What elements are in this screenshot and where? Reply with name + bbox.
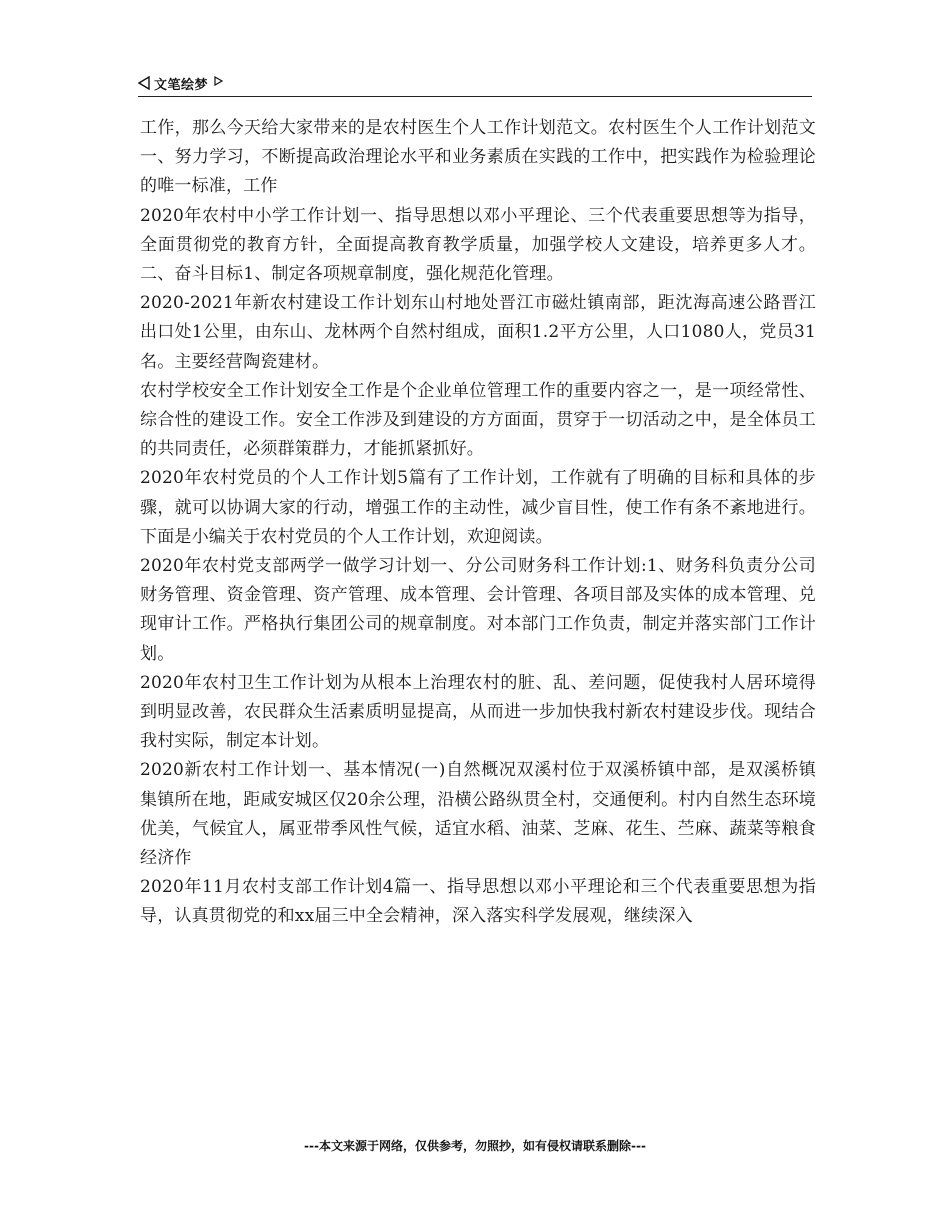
paragraph: 2020年农村卫生工作计划为从根本上治理农村的脏、乱、差问题，促使我村人居环境得到明显改善，农民群众生活素质明显提高，从而进一步加快我村新农村建设步伐。现结合我村实际，制定本计划。 <box>140 672 816 752</box>
paragraph: 工作，那么今天给大家带来的是农村医生个人工作计划范文。农村医生个人工作计划范文一、努力学习，不断提高政治理论水平和业务素质在实践的工作中，把实践作为检验理论的唯一标准，工作 <box>140 118 816 197</box>
paragraph: 2020年11月农村支部工作计划4篇一、指导思想以邓小平理论和三个代表重要思想为指导，认真贯彻党的和xx届三中全会精神，深入落实科学发展观，继续深入 <box>140 877 816 927</box>
paragraph: 2020年农村党支部两学一做学习计划一、分公司财务科工作计划:1、财务科负责分公司财务管理、资金管理、资产管理、成本管理、会计管理、各项目部及实体的成本管理、兑现审计工作。严格执行集团公司的规章制度。对本部门工作负责，制定并落实部门工作计划。 <box>140 556 816 664</box>
brand-name: 文笔绘梦 <box>154 77 209 93</box>
triangle-right-outline-icon <box>214 76 223 86</box>
paragraph: 2020年农村中小学工作计划一、指导思想以邓小平理论、三个代表重要思想等为指导，全面贯彻党的教育方针，全面提高教育教学质量，加强学校人文建设，培养更多人才。二、奋斗目标1、制定各项规章制度，强化规范化管理。 <box>140 205 816 285</box>
page-header <box>138 70 812 97</box>
paragraph: 2020新农村工作计划一、基本情况(一)自然概况双溪村位于双溪桥镇中部，是双溪桥镇集镇所在地，距咸安城区仅20余公理，沿横公路纵贯全村，交通便利。村内自然生态环境优美，气候宜人，属亚带季风性气候，适宜水稻、油菜、芝麻、花生、苎麻、蔬菜等粮食经济作 <box>140 760 816 869</box>
paragraph: 农村学校安全工作计划安全工作是个企业单位管理工作的重要内容之一，是一项经常性、综合性的建设工作。安全工作涉及到建设的方方面面，贯穿于一切活动之中，是全体员工的共同责任，必须群策群力，才能抓紧抓好。 <box>140 380 816 460</box>
document-body <box>140 114 816 932</box>
footer-disclaimer: ---本文来源于网络，仅供参考，勿照抄，如有侵权请联系删除--- <box>304 1139 646 1153</box>
triangle-left-outline-icon <box>138 76 150 90</box>
paragraph: 2020-2021年新农村建设工作计划东山村地处晋江市磁灶镇南部，距沈海高速公路晋江出口处1公里，由东山、龙林两个自然村组成，面积1.2平方公里，人口1080人，党员31名。主要经营陶瓷建材。 <box>140 293 816 372</box>
paragraph: 2020年农村党员的个人工作计划5篇有了工作计划，工作就有了明确的目标和具体的步骤，就可以协调大家的行动，增强工作的主动性，减少盲目性，使工作有条不紊地进行。下面是小编关于农村党员的个人工作计划，欢迎阅读。 <box>140 468 816 547</box>
